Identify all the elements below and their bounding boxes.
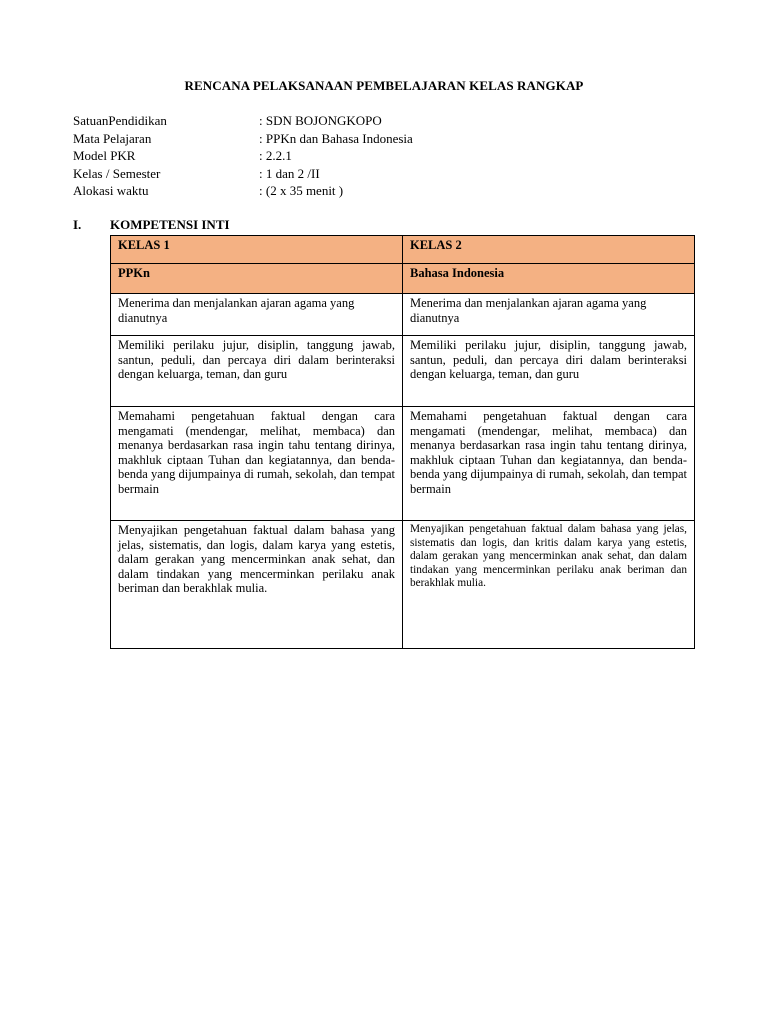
info-value: : 2.2.1 [259,148,292,163]
info-label: Kelas / Semester [73,165,161,181]
table-row [111,521,695,649]
table-row [111,336,695,407]
info-row-satuan [73,112,413,130]
info-value: : SDN BOJONGKOPO [259,113,382,128]
table-cell: Memahami pengetahuan faktual dengan cara mengamati (mendengar, melihat, membaca) dan menanya berdasarkan rasa ingin tahu tentang dirinya, makhluk ciptaan Tuhan dan kegiatannya, dan benda-benda yang dijumpainya di rumah, sekolah, dan tempat bermain [403,407,695,521]
table-header-row [111,236,695,264]
kompetensi-inti-table [110,235,695,649]
info-label: SatuanPendidikan [73,113,167,128]
section-number: I. [73,217,82,232]
info-label: Alokasi waktu [73,183,149,198]
section-heading [73,217,230,233]
table-cell: Menyajikan pengetahuan faktual dalam bahasa yang jelas, sistematis dan logis, dan kritis dalam karya yang estetis, dalam gerakan yang mencerminkan anak sehat, dan dalam tindakan yang mencerminkan perilaku anak beriman dan berakhlak mulia. [403,521,695,649]
table-cell: Memiliki perilaku jujur, disiplin, tanggung jawab, santun, peduli, dan percaya diri dalam berinteraksi dengan keluarga, teman, dan guru [403,336,695,407]
table-cell: Memahami pengetahuan faktual dengan cara mengamati (mendengar, melihat, membaca) dan menanya berdasarkan rasa ingin tahu tentang dirinya, makhluk ciptaan Tuhan dan kegiatannya, dan benda-benda yang dijumpainya di rumah, sekolah, dan tempat bermain [111,407,403,521]
info-label: Model PKR [73,148,136,163]
table-row [111,294,695,336]
table-cell: Menerima dan menjalankan ajaran agama yang dianutnya [403,294,695,336]
info-label: Mata Pelajaran [73,130,152,146]
info-row-alokasi [73,182,413,200]
table-row [111,407,695,521]
info-block [73,112,413,200]
header-kelas-1: KELAS 1 [111,236,403,264]
info-value: : (2 x 35 menit ) [259,183,344,198]
table-subject-row [111,264,695,294]
header-kelas-2: KELAS 2 [403,236,695,264]
table-cell: Menyajikan pengetahuan faktual dalam bahasa yang jelas, sistematis, dan logis, dalam karya yang estetis, dalam gerakan yang mencerminkan anak sehat, dan dalam tindakan yang mencerminkan perilaku anak beriman dan berakhlak mulia. [111,521,403,649]
subject-bahasa-indonesia: Bahasa Indonesia [403,264,695,294]
info-row-model [73,147,413,165]
document-title: RENCANA PELAKSANAAN PEMBELAJARAN KELAS RANGKAP [184,78,584,93]
table-cell: Memiliki perilaku jujur, disiplin, tanggung jawab, santun, peduli, dan percaya diri dalam berinteraksi dengan keluarga, teman, dan guru [111,336,403,407]
table-cell: Menerima dan menjalankan ajaran agama yang dianutnya [111,294,403,336]
section-title: KOMPETENSI INTI [110,217,230,232]
info-row-mapel [73,130,413,148]
subject-ppkn: PPKn [111,264,403,294]
info-value: : 1 dan 2 /II [259,165,320,181]
info-row-kelas [73,165,413,183]
info-value: : PPKn dan Bahasa Indonesia [259,130,413,146]
